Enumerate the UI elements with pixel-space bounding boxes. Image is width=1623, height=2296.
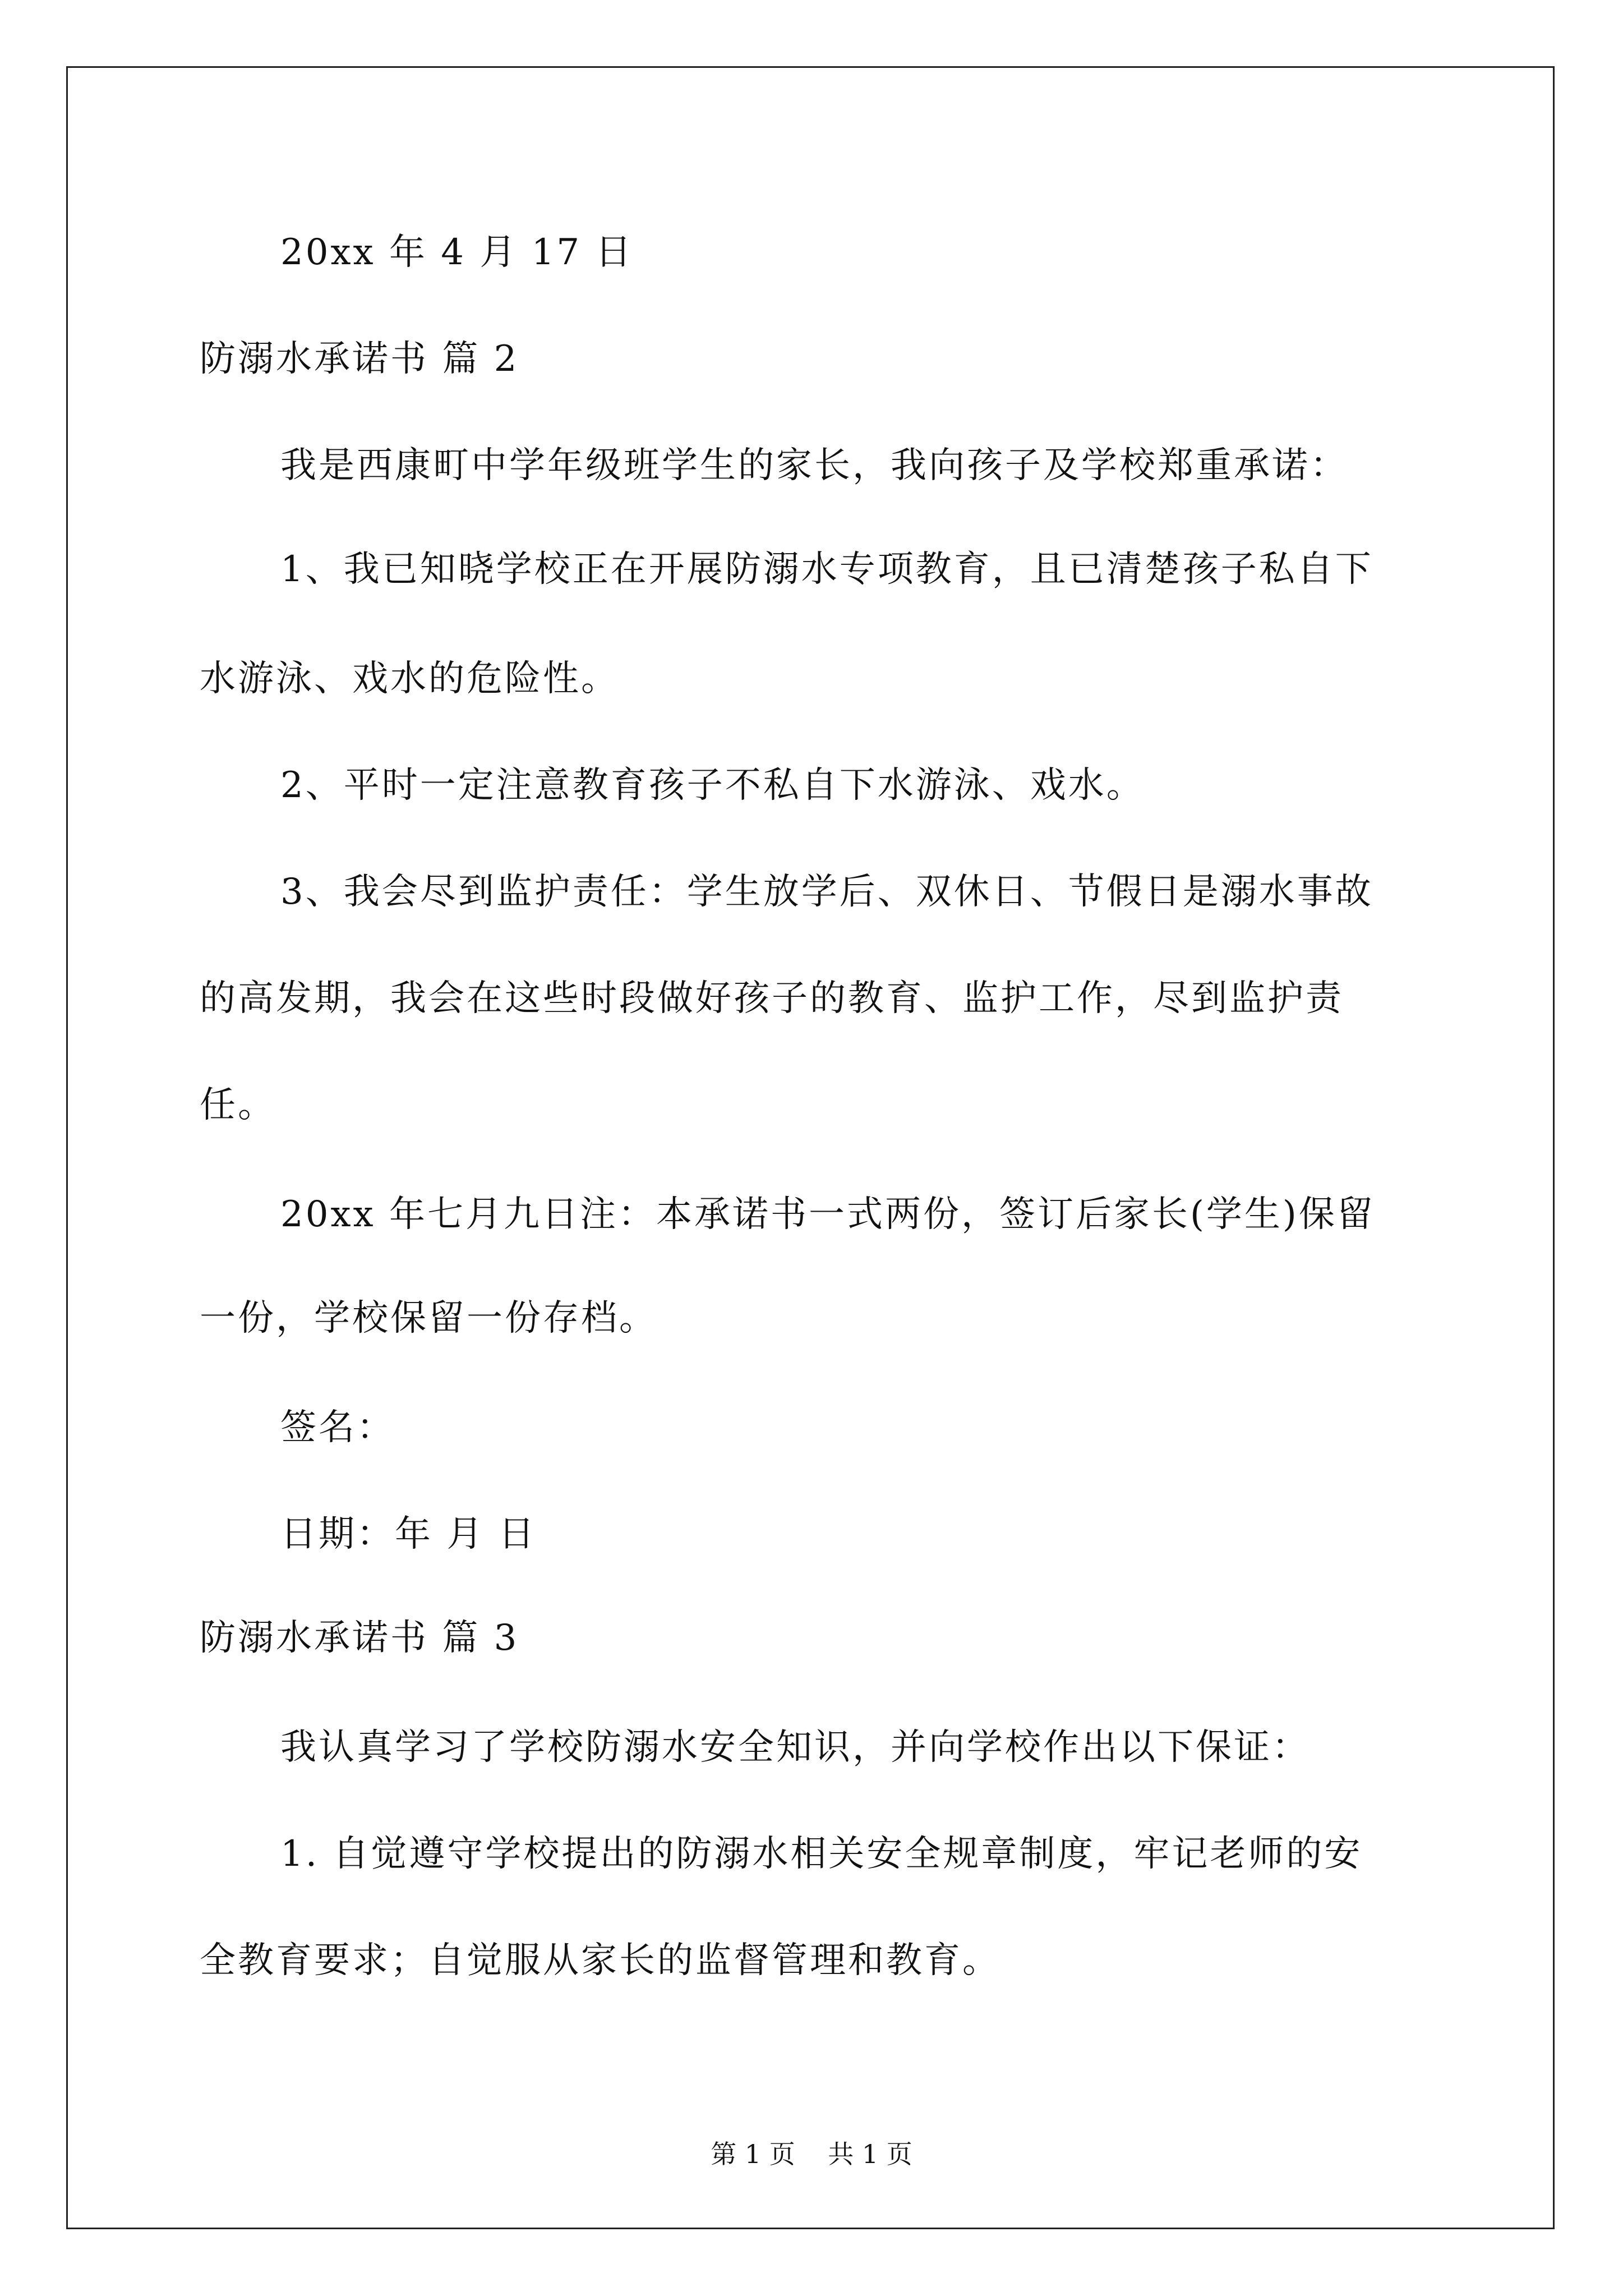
paragraph-line: 水游泳、戏水的危险性。 [200, 658, 619, 700]
date-field-label: 日期：年 月 日 [280, 1513, 537, 1555]
paragraph-line: 的高发期，我会在这些时段做好孩子的教育、监护工作，尽到监护责 [200, 978, 1344, 1019]
signature-label: 签名： [280, 1407, 395, 1448]
paragraph-line: 1、我已知晓学校正在开展防溺水专项教育，且已清楚孩子私自下 [280, 549, 1373, 590]
paragraph-line: 20xx 年七月九日注：本承诺书一式两份，签订后家长(学生)保留 [280, 1194, 1375, 1235]
section-heading-3: 防溺水承诺书 篇 3 [200, 1617, 519, 1659]
page-border [66, 66, 1555, 2229]
paragraph-line: 1. 自觉遵守学校提出的防溺水相关安全规章制度，牢记老师的安 [280, 1833, 1363, 1875]
paragraph-line: 一份，学校保留一份存档。 [200, 1297, 657, 1339]
paragraph-line: 2、平时一定注意教育孩子不私自下水游泳、戏水。 [280, 765, 1145, 806]
section-heading-2: 防溺水承诺书 篇 2 [200, 338, 519, 380]
paragraph-line: 任。 [200, 1084, 276, 1126]
paragraph-line: 我是西康町中学年级班学生的家长，我向孩子及学校郑重承诺： [280, 445, 1348, 486]
paragraph-line: 全教育要求；自觉服从家长的监督管理和教育。 [200, 1940, 1000, 1981]
paragraph-line: 3、我会尽到监护责任：学生放学后、双休日、节假日是溺水事故 [280, 871, 1373, 913]
page-footer: 第 1 页 共 1 页 [711, 2139, 912, 2169]
date-line: 20xx 年 4 月 17 日 [280, 232, 634, 273]
paragraph-line: 我认真学习了学校防溺水安全知识，并向学校作出以下保证： [280, 1727, 1310, 1768]
